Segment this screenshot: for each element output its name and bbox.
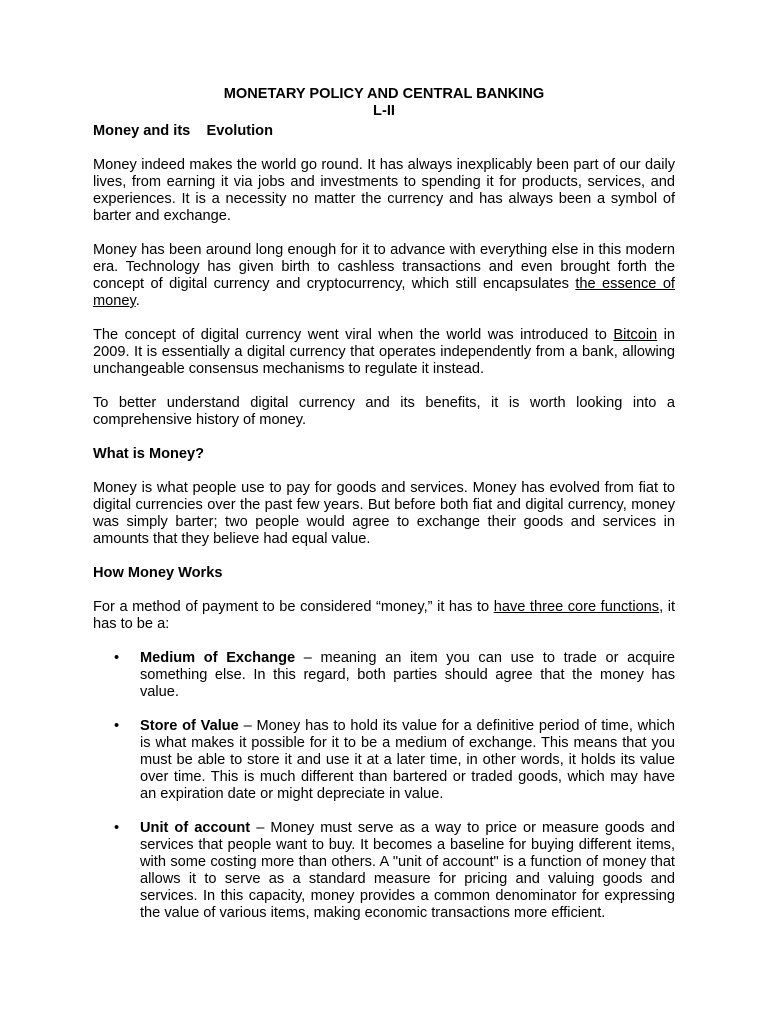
section-heading-how-money-works: How Money Works xyxy=(93,565,223,581)
document-title: MONETARY POLICY AND CENTRAL BANKING xyxy=(223,86,545,102)
list-item-text: – Money must serve as a way to price or measure goods and services that people want to buy. It becomes a baseline for buying different items, with some costing more than others. A "unit of account" is a function of money that allows it to serve as a standard measure for pricing and valuing goods and services. In this capacity, money provides a common denominator for expressing the value of various items, making economic transactions more efficient. xyxy=(140,820,675,921)
paragraph-text: , it has to be a: xyxy=(93,599,676,632)
paragraph-what-is-money: Money is what people use to pay for goods and services. Money has evolved from fiat to digital currencies over the past few years. But before both fiat and digital currency, money was simply barter; two people would agree to exchange their goods and services in amounts that they believe had equal value. xyxy=(93,480,675,547)
list-item-unit-of-account xyxy=(93,820,675,922)
document-page xyxy=(93,86,675,939)
paragraph-intro: Money indeed makes the world go round. It has always inexplicably been part of our daily lives, from earning it via jobs and investments to spending it for products, services, and experiences. It is a necessity no matter the currency and has always been a symbol of barter and exchange. xyxy=(93,157,675,224)
list-item-store-of-value xyxy=(93,718,675,803)
list-item-text: – meaning an item you can use to trade or acquire something else. In this regard, both parties should agree that the money has value. xyxy=(140,650,675,700)
list-item-term: Store of Value xyxy=(140,718,239,734)
list-item-term: Unit of account xyxy=(140,820,251,836)
money-functions-list xyxy=(93,650,675,922)
section-heading-evolution: Money and its Evolution xyxy=(93,123,273,139)
list-item-medium-of-exchange xyxy=(93,650,675,701)
document-subtitle: L-II xyxy=(373,103,395,119)
paragraph-bitcoin xyxy=(93,327,675,378)
paragraph-text: For a method of payment to be considered “money,” it has to xyxy=(93,599,494,615)
bitcoin-link[interactable]: Bitcoin xyxy=(613,327,658,343)
paragraph-text: in 2009. It is essentially a digital currency that operates independently from a bank, allowing unchangeable consensus mechanisms to regulate it instead. xyxy=(93,327,676,377)
paragraph-text: The concept of digital currency went viral when the world was introduced to xyxy=(93,327,614,343)
list-item-text: – Money has to hold its value for a definitive period of time, which is what makes it possible for it to be a medium of exchange. This means that you must be able to store it and use it at a later time, in other words, it holds its value over time. This is much different than bartered or traded goods, which may have an expiration date or might depreciate in value. xyxy=(140,718,675,802)
list-item-term: Medium of Exchange xyxy=(140,650,296,666)
paragraph-core-functions xyxy=(93,599,675,633)
paragraph-digital-currency xyxy=(93,242,675,310)
core-functions-link[interactable]: have three core functions xyxy=(493,599,660,615)
paragraph-text: . xyxy=(135,293,140,309)
essence-of-money-link[interactable]: the essence of money xyxy=(93,276,675,309)
bullet-icon: • xyxy=(114,718,120,734)
paragraph-text: Money has been around long enough for it to advance with everything else in this modern era. Technology has given birth to cashless transactions and even brought forth the concept of digital currency and cryptocurrency, which still encapsulates xyxy=(93,242,675,292)
section-heading-what-is-money: What is Money? xyxy=(93,446,205,462)
paragraph-history: To better understand digital currency and its benefits, it is worth looking into a comprehensive history of money. xyxy=(93,395,675,428)
bullet-icon: • xyxy=(114,650,120,666)
bullet-icon: • xyxy=(114,820,120,836)
